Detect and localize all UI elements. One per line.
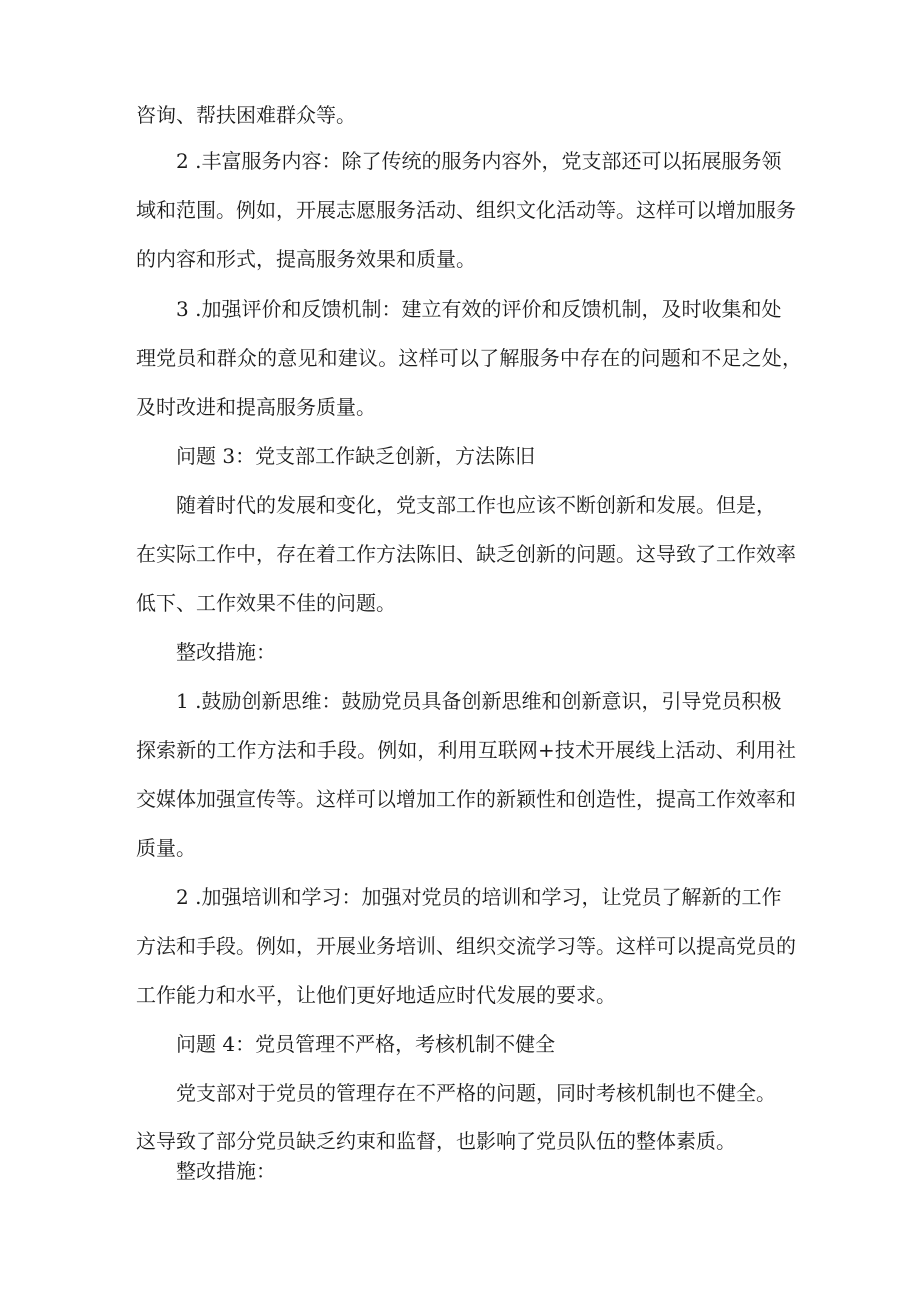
text-line: 低下、工作效果不佳的问题。 bbox=[136, 591, 396, 615]
section-heading: 问题 4：党员管理不严格，考核机制不健全 bbox=[176, 1032, 556, 1056]
text-line: 质量。 bbox=[136, 836, 196, 860]
text-line: 2 .加强培训和学习：加强对党员的培训和学习，让党员了解新的工作 bbox=[176, 885, 782, 909]
text-line: 在实际工作中，存在着工作方法陈旧、缺乏创新的问题。这导致了工作效率 bbox=[136, 542, 796, 566]
text-line: 的内容和形式，提高服务效果和质量。 bbox=[136, 247, 476, 271]
text-line: 咨询、帮扶困难群众等。 bbox=[136, 103, 356, 127]
text-line: 工作能力和水平，让他们更好地适应时代发展的要求。 bbox=[136, 983, 616, 1007]
text-line: 域和范围。例如，开展志愿服务活动、组织文化活动等。这样可以增加服务 bbox=[136, 198, 796, 222]
text-line: 交媒体加强宣传等。这样可以增加工作的新颖性和创造性，提高工作效率和 bbox=[136, 787, 796, 811]
text-line: 3 .加强评价和反馈机制：建立有效的评价和反馈机制，及时收集和处 bbox=[176, 297, 782, 321]
text-line: 方法和手段。例如，开展业务培训、组织交流学习等。这样可以提高党员的 bbox=[136, 934, 796, 958]
text-line: 理党员和群众的意见和建议。这样可以了解服务中存在的问题和不足之处， bbox=[136, 346, 802, 370]
section-heading: 问题 3：党支部工作缺乏创新，方法陈旧 bbox=[176, 444, 536, 468]
text-line: 随着时代的发展和变化，党支部工作也应该不断创新和发展。但是， bbox=[176, 493, 776, 517]
text-line: 党支部对于党员的管理存在不严格的问题，同时考核机制也不健全。 bbox=[176, 1081, 776, 1105]
measures-heading: 整改措施： bbox=[176, 1159, 276, 1183]
text-line: 探索新的工作方法和手段。例如，利用互联网+技术开展线上活动、利用社 bbox=[136, 738, 796, 762]
text-line: 这导致了部分党员缺乏约束和监督，也影响了党员队伍的整体素质。 bbox=[136, 1129, 736, 1153]
text-line: 及时改进和提高服务质量。 bbox=[136, 395, 376, 419]
text-line: 2 .丰富服务内容：除了传统的服务内容外，党支部还可以拓展服务领 bbox=[176, 149, 782, 173]
text-line: 1 .鼓励创新思维：鼓励党员具备创新思维和创新意识，引导党员积极 bbox=[176, 689, 782, 713]
measures-heading: 整改措施： bbox=[176, 640, 276, 664]
